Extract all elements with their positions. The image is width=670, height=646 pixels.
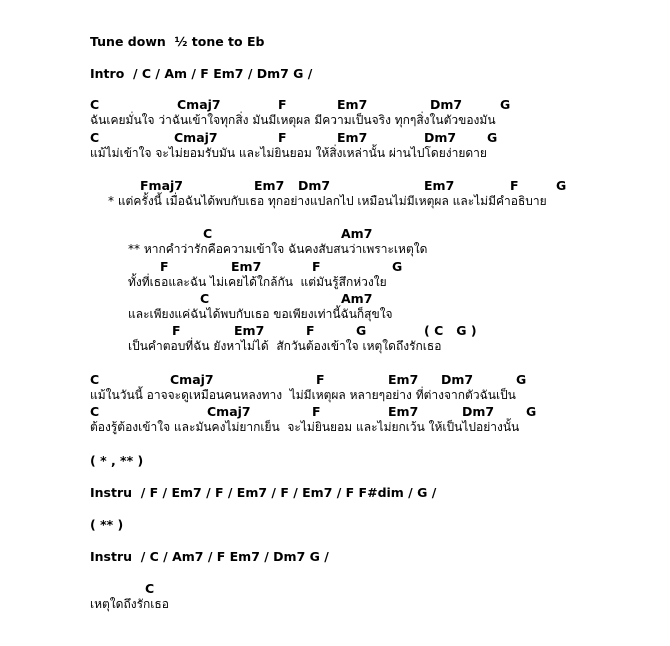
intro-line: Intro / C / Am / F Em7 / Dm7 G / xyxy=(90,66,313,81)
chord: F xyxy=(160,259,169,274)
chord: C xyxy=(90,372,100,387)
chord: Am7 xyxy=(341,291,373,306)
chord: G xyxy=(526,404,537,419)
song-title: Tune down ½ tone to Eb xyxy=(90,34,265,49)
lyric-line: และเพียงแค่ฉันได้พบกับเธอ ขอเพียงเท่านี้ฉันก็สุขใจ xyxy=(128,307,393,321)
chord-line xyxy=(0,323,670,338)
chord: Fmaj7 xyxy=(140,178,183,193)
chord: C xyxy=(90,130,100,145)
chord: Em7 xyxy=(388,372,419,387)
chord: G xyxy=(500,97,511,112)
chord: F xyxy=(510,178,519,193)
chord: Em7 xyxy=(254,178,285,193)
chord: G xyxy=(487,130,498,145)
chord: Em7 xyxy=(337,97,368,112)
chord: Em7 xyxy=(388,404,419,419)
lyric-line: เป็นคำตอบที่ฉัน ยังหาไม่ได้ สักวันต้องเข้าใจ เหตุใดถึงรักเธอ xyxy=(128,339,442,353)
chord: ( C G ) xyxy=(424,323,477,338)
chord-line xyxy=(0,97,670,112)
lyric-line: แม้ไม่เข้าใจ จะไม่ยอมรับมัน และไม่ยินยอม ให้สิ่งเหล่านั้น ผ่านไปโดยง่ายดาย xyxy=(90,146,487,160)
chord: G xyxy=(556,178,567,193)
instrumental-line: Instru / F / Em7 / F / Em7 / F / Em7 / F F#dim / G / xyxy=(90,485,437,500)
chord: Em7 xyxy=(231,259,262,274)
chord: Cmaj7 xyxy=(207,404,251,419)
lyric-line: ต้องรู้ต้องเข้าใจ และมันคงไม่ยากเย็น จะไม่ยินยอม และไม่ยกเว้น ให้เป็นไปอย่างนั้น xyxy=(90,420,520,434)
chord: Dm7 xyxy=(462,404,495,419)
chord: Dm7 xyxy=(298,178,331,193)
chord: Em7 xyxy=(234,323,265,338)
chord-line xyxy=(0,404,670,419)
chord-line xyxy=(0,178,670,193)
chord: C xyxy=(145,581,155,596)
chord: Dm7 xyxy=(441,372,474,387)
chord: F xyxy=(306,323,315,338)
lyric-line: ฉันเคยมั่นใจ ว่าฉันเข้าใจทุกสิ่ง มันมีเหตุผล มีความเป็นจริง ทุกๆสิ่งในตัวของมัน xyxy=(90,113,496,127)
chord: F xyxy=(312,259,321,274)
chord: F xyxy=(278,97,287,112)
lyric-line: ทั้งที่เธอและฉัน ไม่เคยได้ใกล้กัน แต่มันรู้สึกห่วงใย xyxy=(128,275,387,289)
chord: Dm7 xyxy=(424,130,457,145)
lyric-line: * แต่ครั้งนี้ เมื่อฉันได้พบกับเธอ ทุกอย่างแปลกไป เหมือนไม่มีเหตุผล และไม่มีคำอธิบาย xyxy=(108,194,547,208)
chord: C xyxy=(90,404,100,419)
chord: G xyxy=(392,259,403,274)
chord: F xyxy=(278,130,287,145)
lyric-line: ** หากคำว่ารักคือความเข้าใจ ฉันคงสับสนว่าเพราะเหตุใด xyxy=(128,242,428,256)
repeat-marker: ( * , ** ) xyxy=(90,453,144,468)
chord: Am7 xyxy=(341,226,373,241)
chord: F xyxy=(172,323,181,338)
chord: C xyxy=(203,226,213,241)
chord: F xyxy=(312,404,321,419)
chord: Dm7 xyxy=(430,97,463,112)
chord-line xyxy=(0,130,670,145)
chord: F xyxy=(316,372,325,387)
repeat-marker: ( ** ) xyxy=(90,517,124,532)
chord-line xyxy=(0,259,670,274)
chord-line xyxy=(0,291,670,306)
chord-line xyxy=(0,372,670,387)
chord: Em7 xyxy=(424,178,455,193)
chord: G xyxy=(516,372,527,387)
chord: Cmaj7 xyxy=(174,130,218,145)
lyric-line: แม้ในวันนี้ อาจจะดูเหมือนคนหลงทาง ไม่มีเหตุผล หลายๆอย่าง ที่ต่างจากตัวฉันเป็น xyxy=(90,388,516,402)
chord: Cmaj7 xyxy=(170,372,214,387)
chord: G xyxy=(356,323,367,338)
chord: C xyxy=(200,291,210,306)
instrumental-line: Instru / C / Am7 / F Em7 / Dm7 G / xyxy=(90,549,329,564)
chord: Em7 xyxy=(337,130,368,145)
lyric-line: เหตุใดถึงรักเธอ xyxy=(90,597,169,611)
chord: Cmaj7 xyxy=(177,97,221,112)
chord: C xyxy=(90,97,100,112)
chord-line xyxy=(0,226,670,241)
